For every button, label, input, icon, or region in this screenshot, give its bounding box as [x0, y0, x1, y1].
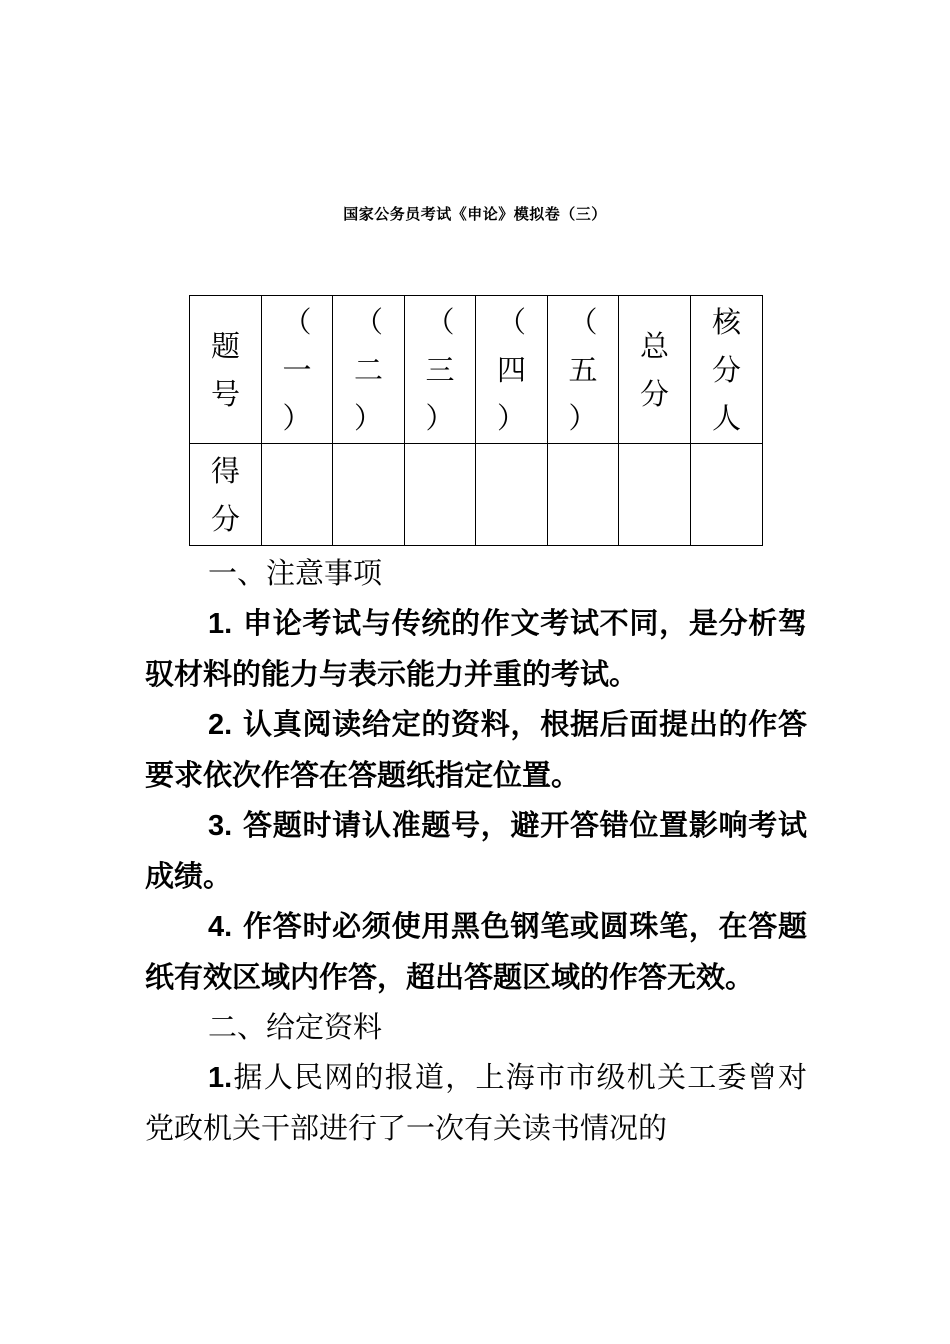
- header-cell-q3: （ 三 ）: [405, 296, 476, 444]
- score-cell-q2: [333, 444, 405, 546]
- header-cell-q1: （ 一 ）: [262, 296, 333, 444]
- score-cell-q3: [405, 444, 476, 546]
- notice-item-1: 1. 申论考试与传统的作文考试不同，是分析驾驭材料的能力与表示能力并重的考试。: [145, 606, 807, 691]
- header-cell-total: 总 分: [619, 296, 691, 444]
- header-cell-checker: 核 分 人: [691, 296, 763, 444]
- header-cell-q5: （ 五 ）: [548, 296, 619, 444]
- material-paragraph-1: 1.据人民网的报道，上海市市级机关工委曾对党政机关干部进行了一次有关读书情况的: [145, 1060, 807, 1145]
- notice-item-3: 3. 答题时请认准题号，避开答错位置影响考试成绩。: [145, 808, 807, 893]
- score-cell-q5: [548, 444, 619, 546]
- header-cell-q2: （ 二 ）: [333, 296, 405, 444]
- score-cell-checker: [691, 444, 763, 546]
- header-cell-question-no: 题 号: [190, 296, 262, 444]
- score-cell-q1: [262, 444, 333, 546]
- notice-heading: 一、注意事项: [208, 556, 383, 590]
- header-cell-q4: （ 四 ）: [476, 296, 548, 444]
- material-heading: 二、给定资料: [208, 1010, 383, 1044]
- notice-item-4: 4. 作答时必须使用黑色钢笔或圆珠笔，在答题纸有效区域内作答，超出答题区域的作答无效。: [145, 909, 807, 994]
- notice-item-2: 2. 认真阅读给定的资料，根据后面提出的作答要求依次作答在答题纸指定位置。: [145, 707, 807, 792]
- score-cell-q4: [476, 444, 548, 546]
- score-row-label: 得 分: [190, 444, 262, 546]
- score-table: [189, 295, 763, 546]
- score-cell-total: [619, 444, 691, 546]
- document-title: 国家公务员考试《申论》模拟卷（三）: [343, 205, 607, 223]
- document-body: [145, 548, 807, 1153]
